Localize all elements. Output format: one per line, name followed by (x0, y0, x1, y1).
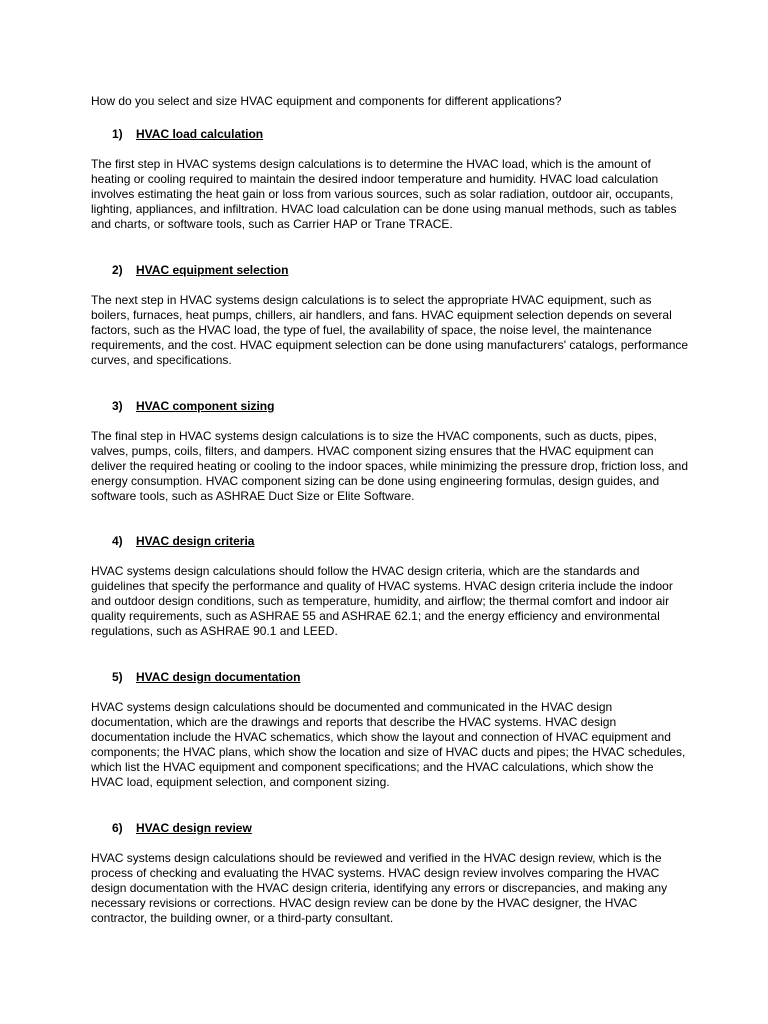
section-heading (112, 127, 689, 142)
section-body: HVAC systems design calculations should be reviewed and verified in the HVAC design review, which is the process of checking and evaluating the HVAC systems. HVAC design review involves comparing the HVAC design documentation with the HVAC design criteria, identifying any errors or discrepancies, and making any necessary revisions or corrections. HVAC design review can be done by the HVAC designer, the HVAC contractor, the building owner, or a third-party consultant. (91, 851, 668, 925)
section-design-review (91, 821, 689, 926)
section-load-calculation (91, 127, 689, 232)
section-title: HVAC design criteria (136, 534, 255, 548)
section-equipment-selection (91, 263, 689, 368)
section-body: HVAC systems design calculations should be documented and communicated in the HVAC design documentation, which are the drawings and reports that describe the HVAC systems. HVAC design documentation include the HVAC schematics, which show the layout and connection of HVAC equipment and components; the HVAC plans, which show the location and size of HVAC ducts and pipes; the HVAC schedules, which list the HVAC equipment and component specifications; and the HVAC calculations, which show the HVAC load, equipment selection, and component sizing. (91, 700, 686, 789)
section-body: The first step in HVAC systems design calculations is to determine the HVAC load, which is the amount of heating or cooling required to maintain the desired indoor temperature and humidity. HVAC load calculation involves estimating the heat gain or loss from various sources, such as solar radiation, outdoor air, occupants, lighting, appliances, and infiltration. HVAC load calculation can be done using manual methods, such as tables and charts, or software tools, such as Carrier HAP or Trane TRACE. (91, 157, 677, 231)
section-body: The next step in HVAC systems design calculations is to select the appropriate HVAC equipment, such as boilers, furnaces, heat pumps, chillers, air handlers, and fans. HVAC equipment selection depends on several factors, such as the HVAC load, the type of fuel, the availability of space, the noise level, the maintenance requirements, and the cost. HVAC equipment selection can be done using manufacturers' catalogs, performance curves, and specifications. (91, 293, 689, 367)
section-number: 2) (112, 263, 123, 277)
section-number: 3) (112, 399, 123, 413)
section-number: 1) (112, 127, 123, 141)
question-text: How do you select and size HVAC equipment and components for different applications? (91, 94, 562, 108)
section-component-sizing (91, 399, 689, 504)
section-title: HVAC design review (136, 821, 252, 835)
section-heading (112, 263, 689, 278)
section-title: HVAC load calculation (136, 127, 264, 141)
section-number: 4) (112, 534, 123, 548)
section-title: HVAC design documentation (136, 670, 301, 684)
section-design-documentation (91, 670, 689, 790)
section-heading (112, 399, 689, 414)
section-title: HVAC equipment selection (136, 263, 289, 277)
section-body: HVAC systems design calculations should follow the HVAC design criteria, which are the standards and guidelines that specify the performance and quality of HVAC systems. HVAC design criteria include the indoor and outdoor design conditions, such as temperature, humidity, and airflow; the thermal comfort and indoor air quality requirements, such as ASHRAE 55 and ASHRAE 62.1; and the energy efficiency and environmental regulations, such as ASHRAE 90.1 and LEED. (91, 564, 673, 638)
section-heading (112, 534, 689, 549)
section-number: 5) (112, 670, 123, 684)
section-design-criteria (91, 534, 689, 639)
section-heading (112, 670, 689, 685)
section-title: HVAC component sizing (136, 399, 275, 413)
section-heading (112, 821, 689, 836)
section-body: The final step in HVAC systems design calculations is to size the HVAC components, such as ducts, pipes, valves, pumps, coils, filters, and dampers. HVAC component sizing ensures that the HVAC equipment can deliver the required heating or cooling to the indoor spaces, while minimizing the pressure drop, friction loss, and energy consumption. HVAC component sizing can be done using engineering formulas, design guides, and software tools, such as ASHRAE Duct Size or Elite Software. (91, 429, 688, 503)
section-number: 6) (112, 821, 123, 835)
